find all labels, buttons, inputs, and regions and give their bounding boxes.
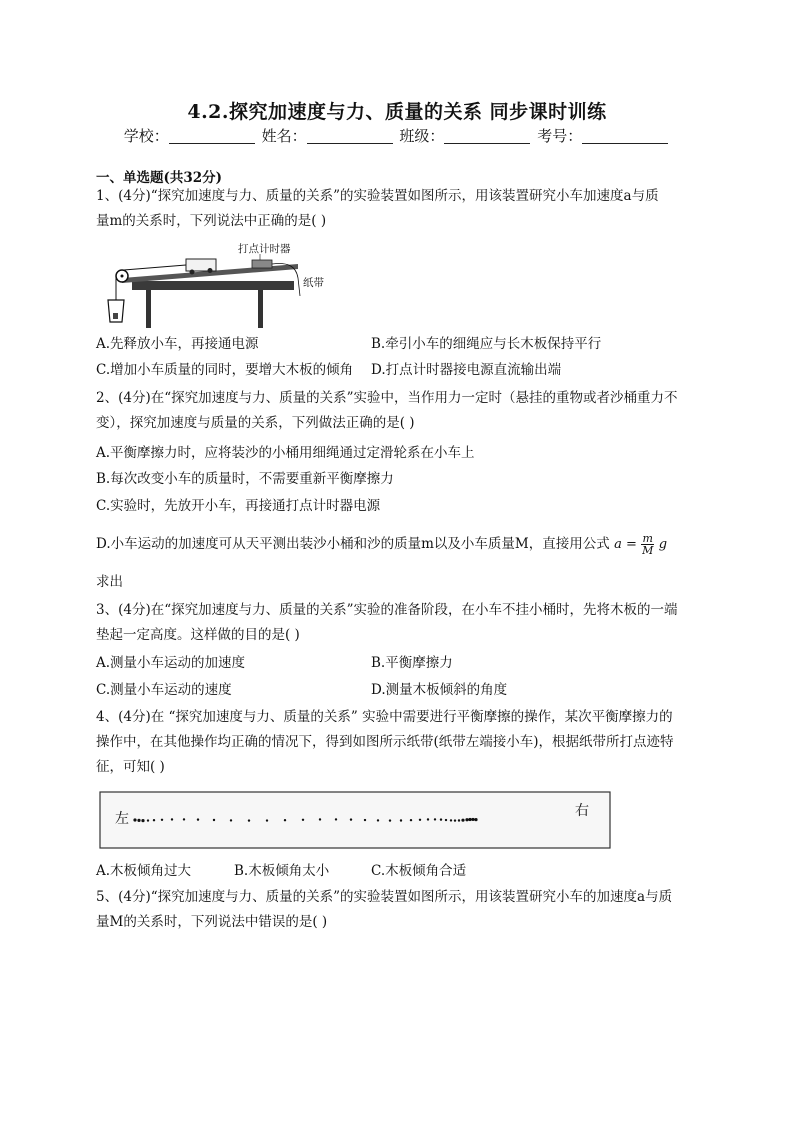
question-3-option-c[interactable]: C.测量小车运动的速度 [96,682,232,698]
question-4-line3: 征，可知( ) [96,759,165,775]
question-1-line2: 量m的关系时，下列说法中正确的是( ) [96,213,327,229]
tape-dot [471,818,474,821]
exam-number-label: 考号： [537,127,583,145]
tape-right-label: 右 [575,803,589,819]
question-4-stem [96,705,696,780]
question-3-option-a[interactable]: A.测量小车运动的加速度 [96,655,246,671]
tape-dot [465,818,468,821]
question-3-option-b[interactable]: B.平衡摩擦力 [371,655,453,671]
tape-dot [230,819,232,821]
formula-denominator: M [642,544,654,557]
question-2-option-b[interactable]: B.每次改变小车的质量时，不需要重新平衡摩擦力 [96,471,394,487]
question-4-option-c[interactable]: C.木板倾角合适 [371,863,467,879]
tape-dot [302,819,304,821]
tape-dot [434,818,436,820]
tape-dot [400,819,402,821]
tape-dot [454,819,456,821]
tape-dot [183,818,185,820]
question-3-line2: 垫起一定高度。这样做的目的是( ) [96,627,300,643]
tape-dot [137,819,140,822]
tape-dot [389,819,391,821]
question-3-stem [96,598,696,648]
question-2-stem [96,386,696,436]
name-blank[interactable] [307,128,393,144]
question-5-stem [96,885,696,935]
tape-dot [319,818,321,820]
tape-dot [410,819,412,821]
question-5-line2: 量M的关系时，下列说法中错误的是( ) [96,914,328,930]
tape-dot [461,819,464,822]
tape-dot [445,819,447,821]
tape-label: 纸带 [303,277,324,289]
paper-tape-figure [99,791,611,849]
question-4-line2: 操作中，在其他操作均正确的情况下，得到如图所示纸带(纸带左端接小车)，根据纸带所打点迹特 [96,734,674,750]
question-5-line1: 5、(4分)“探究加速度与力、质量的关系”的实验装置如图所示，用该装置研究小车的加速度a与质 [96,889,673,905]
tape-dot [377,819,379,821]
question-3-line1: 3、(4分)在“探究加速度与力、质量的关系”实验的准备阶段，在小车不挂小桶时，先将木板的一端 [96,602,678,618]
formula-fraction [641,533,654,556]
question-3-option-d[interactable]: D.测量木板倾斜的角度 [371,682,508,698]
question-1-option-a[interactable]: A.先释放小车，再接通电源 [96,336,259,352]
question-1-option-b[interactable]: B.牵引小车的细绳应与长木板保持平行 [371,336,602,352]
student-info-line [0,125,794,146]
question-2-line2: 变），探究加速度与质量的关系，下列做法正确的是( ) [96,415,415,431]
tape-dot [133,818,136,821]
question-1-option-c[interactable]: C.增加小车质量的同时，要增大木板的倾角 [96,362,354,378]
question-2-option-d-text: D.小车运动的加速度可从天平测出装沙小桶和沙的质量m以及小车质量M，直接用公式 [96,536,610,552]
formula-lhs: a = [614,537,637,552]
tape-dot [141,819,144,822]
tape-dot [350,818,352,820]
tape-dot [161,819,163,821]
question-4-line1: 4、(4分)在 “探究加速度与力、质量的关系” 实验中需要进行平衡摩擦的操作，某次平衡摩擦力的 [96,709,673,725]
tape-dot [468,818,471,821]
question-2-option-d-tail: 求出 [96,574,123,590]
document-title: 4.2.探究加速度与力、质量的关系 同步课时训练 [187,101,607,123]
school-label: 学校： [123,127,169,145]
cart-apparatus-figure [100,238,340,330]
class-label: 班级： [399,127,445,145]
tape-dot [147,819,149,821]
class-blank[interactable] [444,128,530,144]
tape-dot [427,818,429,820]
tape-dot [213,819,215,821]
tape-dot [458,819,460,821]
exam-number-blank[interactable] [582,128,668,144]
timer-label: 打点计时器 [238,243,291,255]
tape-left-label: 左 [115,811,129,827]
question-4-option-a[interactable]: A.木板倾角过大 [96,863,192,879]
section-heading: 一、单选题(共32分) [96,170,223,186]
tape-dot [197,818,199,820]
formula-numerator: m [642,532,653,545]
question-2-option-c[interactable]: C.实验时，先放开小车，再接通打点计时器电源 [96,498,381,514]
tape-dot [335,818,337,820]
question-1-option-d[interactable]: D.打点计时器接电源直流输出端 [371,362,562,378]
question-2-option-d[interactable] [96,533,667,556]
tape-dot [266,819,268,821]
tape-dot [284,819,286,821]
question-2-line1: 2、(4分)在“探究加速度与力、质量的关系”实验中，当作用力一定时（悬挂的重物或者沙桶重力不 [96,390,678,406]
formula-rhs: g [658,537,668,552]
school-blank[interactable] [169,128,255,144]
question-1-line1: 1、(4分)“探究加速度与力、质量的关系”的实验装置如图所示，用该装置研究小车加速度a与质 [96,188,659,204]
tape-dot [450,819,452,821]
tape-dot [364,819,366,821]
name-label: 姓名： [261,127,307,145]
question-2-option-a[interactable]: A.平衡摩擦力时，应将装沙的小桶用细绳通过定滑轮系在小车上 [96,445,475,461]
question-1-stem [96,184,696,234]
tape-dot [474,818,477,821]
tape-dot [440,818,442,820]
question-4-option-b[interactable]: B.木板倾角太小 [234,863,330,879]
tape-dot [153,819,155,821]
tape-dot [419,819,421,821]
tape-dot [171,818,173,820]
tape-dot [248,819,250,821]
